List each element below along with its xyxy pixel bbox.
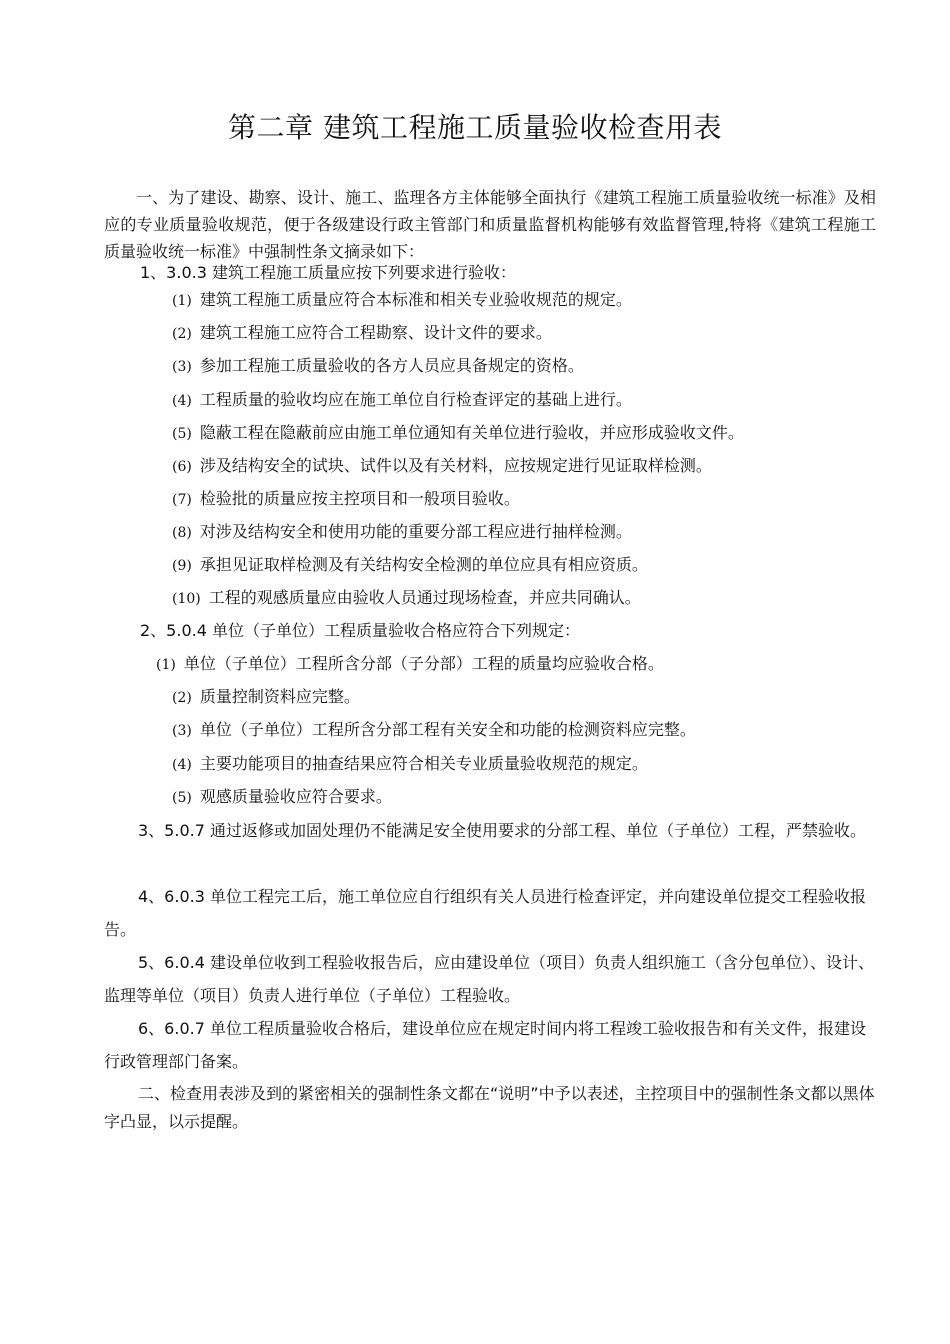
item-number: (9) [172, 558, 192, 574]
item-text: 质量控制资料应完整。 [199, 687, 360, 706]
list-item [172, 554, 648, 577]
item-number: (10) [172, 591, 201, 607]
item-number: (4) [172, 393, 192, 409]
list-item [172, 355, 584, 378]
section-3-paragraph: 3、5.0.7 通过返修或加固处理仍不能满足安全使用要求的分部工程、单位（子单位）工程，严禁验收。 [138, 821, 866, 840]
section-5-paragraph: 5、6.0.4 建设单位收到工程验收报告后，应由建设单位（项目）负责人组织施工（含分包单位）、设计、监理等单位（项目）负责人进行单位（子单位）工程验收。 [104, 953, 874, 1005]
item-number: (4) [172, 757, 192, 773]
item-number: (1) [156, 657, 176, 673]
list-item [156, 653, 664, 676]
section-6-paragraph: 6、6.0.7 单位工程质量验收合格后，建设单位应在规定时间内将工程竣工验收报告和有关文件，报建设行政管理部门备案。 [104, 1019, 866, 1071]
intro-paragraph: 一、为了建设、勘察、设计、施工、监理各方主体能够全面执行《建筑工程施工质量验收统一标准》及相应的专业质量验收规范，便于各级建设行政主管部门和质量监督机构能够有效监督管理,特将《建筑工程施工质量验收统一标准》中强制性条文摘录如下： [104, 188, 876, 261]
item-text: 对涉及结构安全和使用功能的重要分部工程应进行抽样检测。 [199, 522, 632, 541]
item-number: (2) [172, 326, 192, 342]
item-text: 主要功能项目的抽查结果应符合相关专业质量验收规范的规定。 [199, 754, 648, 773]
list-item [172, 389, 632, 412]
item-text: 建筑工程施工应符合工程勘察、设计文件的要求。 [199, 323, 552, 342]
list-item [172, 488, 520, 511]
item-number: (1) [172, 293, 192, 309]
item-text: 观感质量验收应符合要求。 [199, 787, 392, 806]
list-item [172, 521, 632, 544]
item-text: 涉及结构安全的试块、试件以及有关材料，应按规定进行见证取样检测。 [199, 456, 712, 475]
item-number: (5) [172, 790, 192, 806]
item-text: 隐蔽工程在隐蔽前应由施工单位通知有关单位进行验收，并应形成验收文件。 [199, 423, 744, 442]
item-number: (8) [172, 525, 192, 541]
item-text: 建筑工程施工质量应符合本标准和相关专业验收规范的规定。 [199, 290, 632, 309]
section-2-heading: 2、5.0.4 单位（子单位）工程质量验收合格应符合下列规定： [140, 621, 580, 640]
list-item [172, 322, 552, 345]
list-item [172, 753, 648, 776]
item-text: 单位（子单位）工程所含分部工程有关安全和功能的检测资料应完整。 [199, 720, 696, 739]
item-text: 工程质量的验收均应在施工单位自行检查评定的基础上进行。 [199, 390, 632, 409]
list-item [172, 587, 641, 610]
item-text: 工程的观感质量应由验收人员通过现场检查，并应共同确认。 [208, 588, 641, 607]
list-item [172, 786, 392, 809]
item-text: 承担见证取样检测及有关结构安全检测的单位应具有相应资质。 [199, 555, 648, 574]
section-1-heading: 1、3.0.3 建筑工程施工质量应按下列要求进行验收： [140, 263, 516, 282]
item-number: (3) [172, 359, 192, 375]
section-4-paragraph: 4、6.0.3 单位工程完工后，施工单位应自行组织有关人员进行检查评定，并向建设单位提交工程验收报告。 [104, 887, 866, 939]
item-number: (2) [172, 690, 192, 706]
closing-note: 二、检查用表涉及到的紧密相关的强制性条文都在“说明”中予以表述，主控项目中的强制性条文都以黑体字凸显，以示提醒。 [104, 1084, 875, 1131]
list-item [172, 422, 744, 445]
item-number: (7) [172, 492, 192, 508]
list-item [172, 686, 360, 709]
item-number: (3) [172, 723, 192, 739]
item-number: (5) [172, 426, 192, 442]
item-text: 检验批的质量应按主控项目和一般项目验收。 [199, 489, 520, 508]
item-text: 参加工程施工质量验收的各方人员应具备规定的资格。 [199, 356, 584, 375]
page-title: 第二章 建筑工程施工质量验收检查用表 [228, 111, 722, 144]
item-number: (6) [172, 459, 192, 475]
item-text: 单位（子单位）工程所含分部（子分部）工程的质量均应验收合格。 [183, 654, 664, 673]
list-item [172, 719, 696, 742]
list-item [172, 289, 632, 312]
list-item [172, 455, 712, 478]
